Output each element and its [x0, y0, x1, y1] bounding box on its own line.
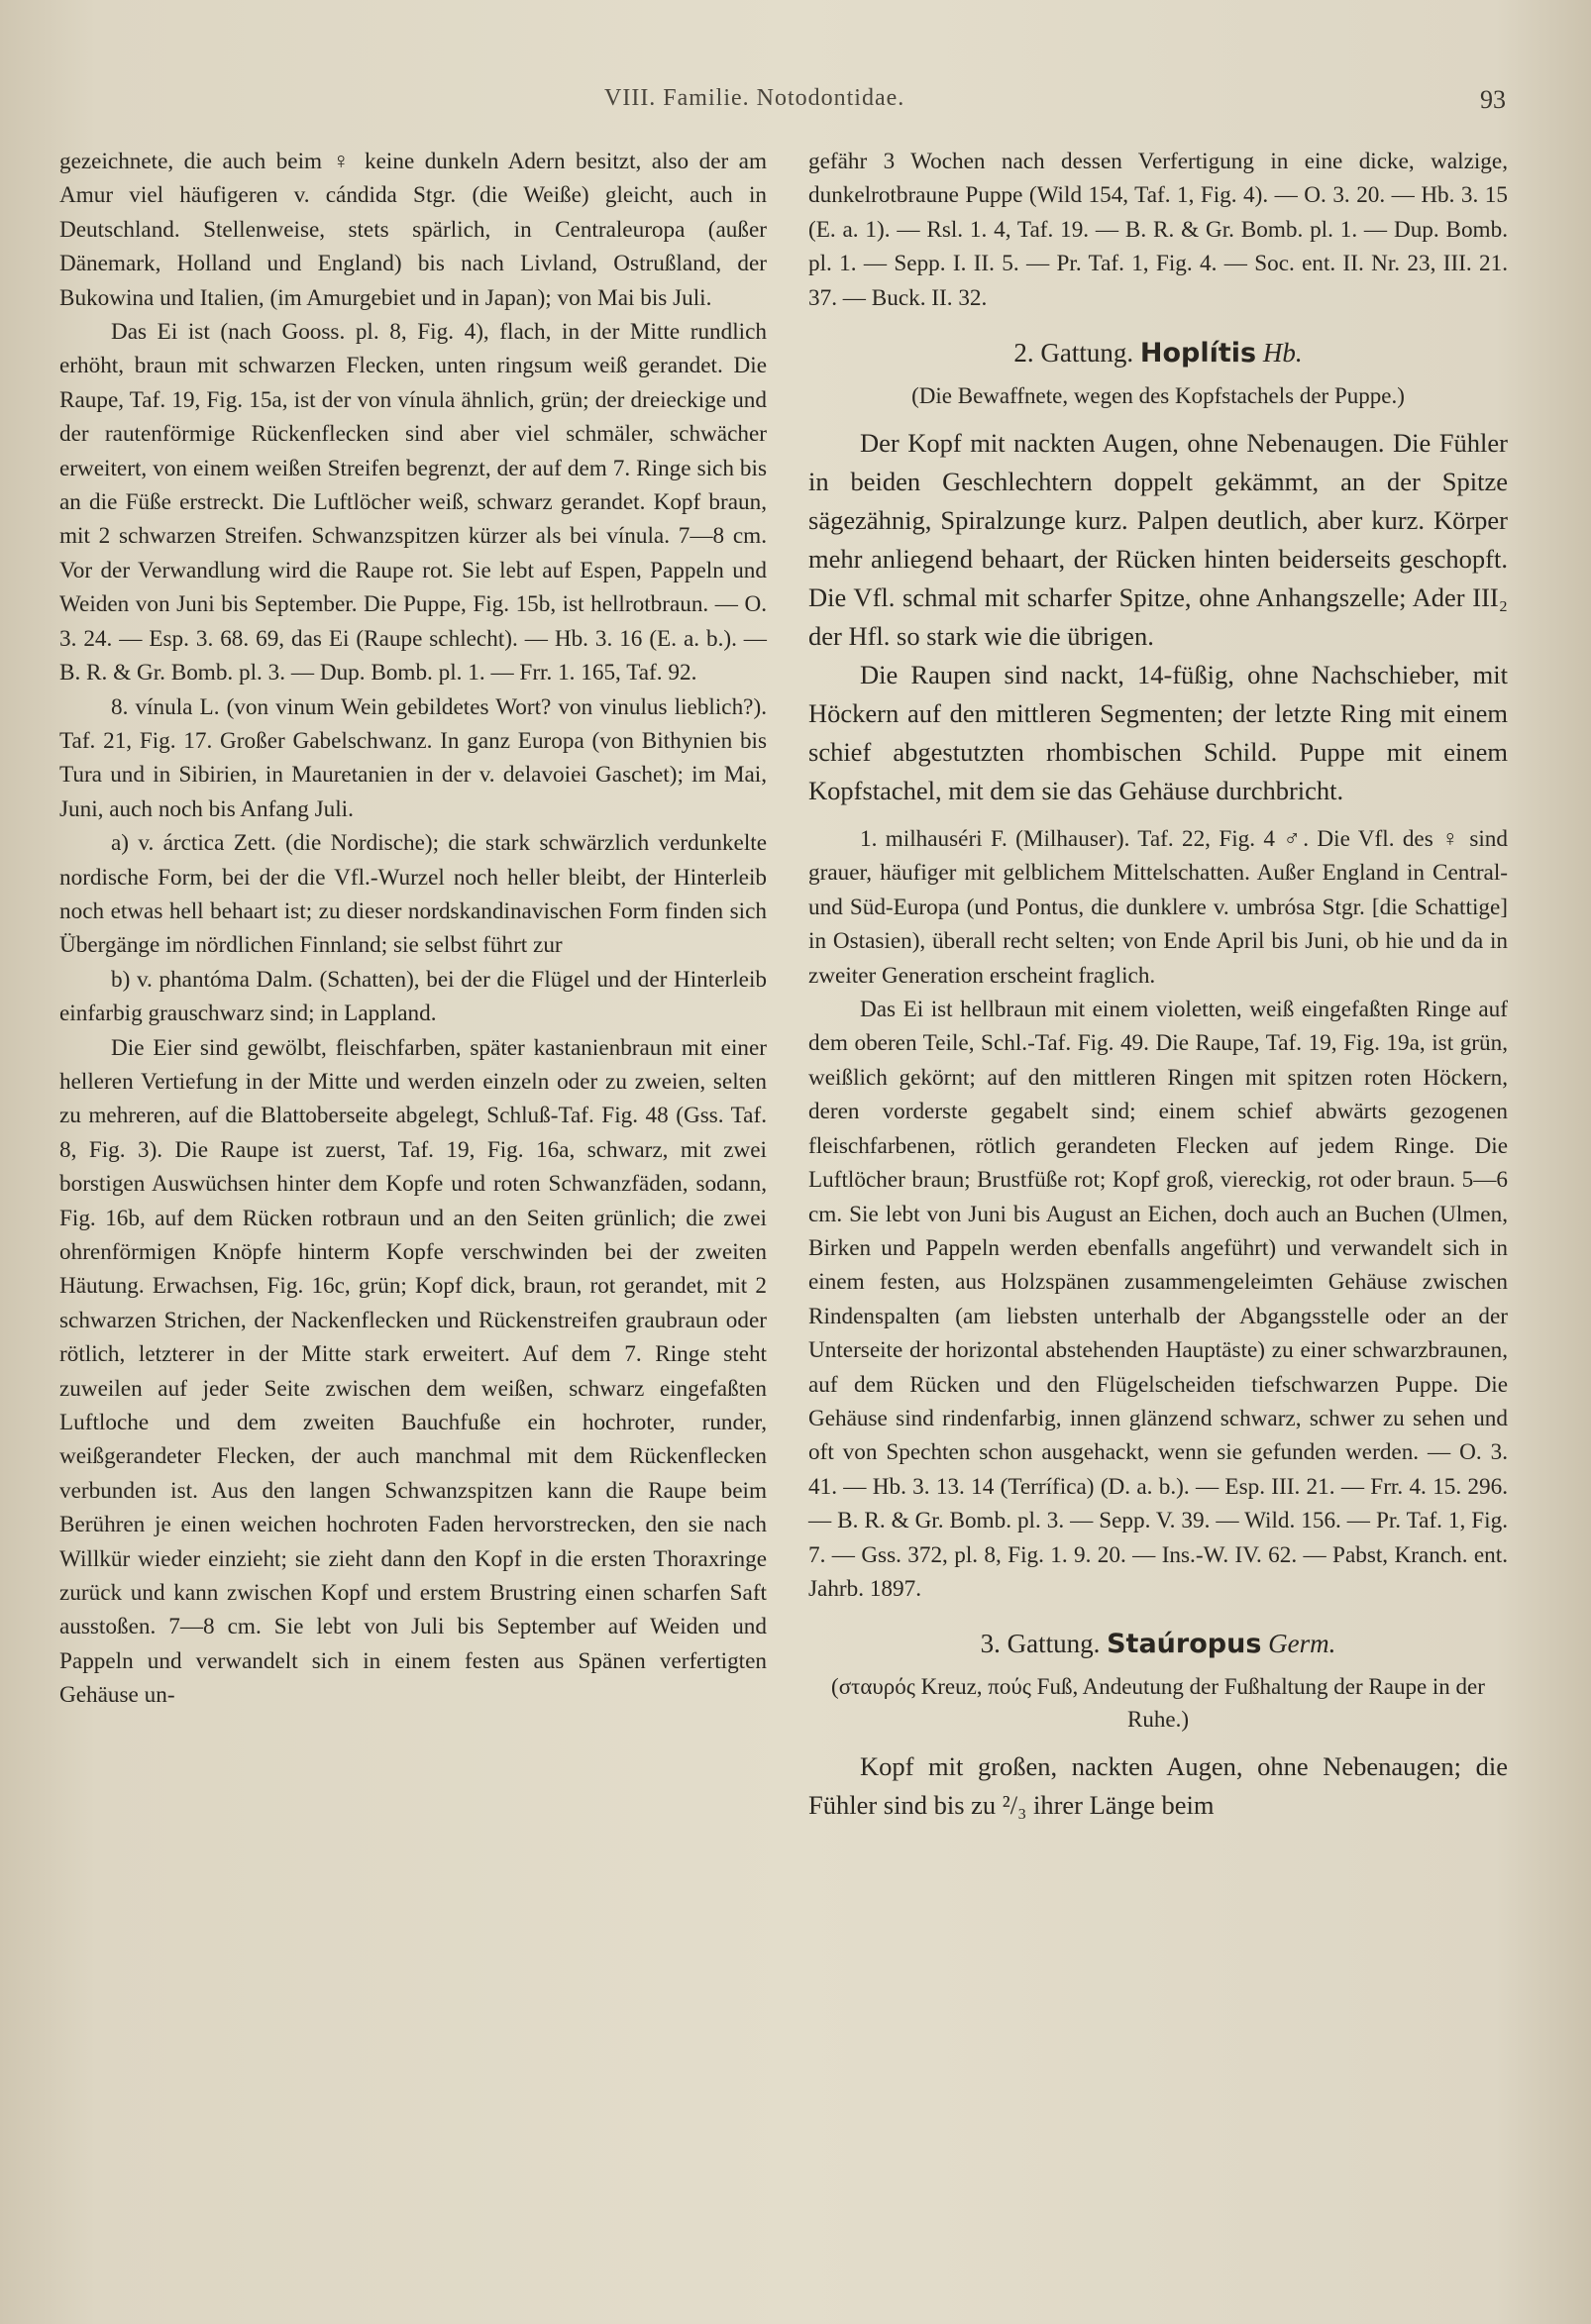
left-column: [59, 145, 767, 1713]
genus-author: Germ.: [1268, 1629, 1336, 1659]
genus-description: Die Raupen sind nackt, 14-füßig, ohne Nachschieber, mit Höckern auf den mittleren Segmenten; der letzte Ring mit einem schief abgestutzten rhombischen Schild. Puppe mit einem Kopfstachel, mit dem sie das Gehäuse durchbricht.: [808, 660, 1508, 806]
variety-phantoma: b) v. phantóma Dalm. (Schatten), bei der die Flügel und der Hinterleib einfarbig grauschwarz sind; in Lappland.: [59, 966, 767, 1027]
genus-prefix: 2. Gattung.: [1013, 338, 1134, 369]
genus-description: Der Kopf mit nackten Augen, ohne Nebenaugen. Die Fühler in beiden Geschlechtern doppelt gekämmt, an der Spitze sägezähnig, Spiralzunge kurz. Palpen deutlich, aber kurz. Körper mehr anliegend behaart, der Rücken hinten beiderseits geschopft. Die Vfl. schmal mit scharfer Spitze, ohne Anhangszelle; Ader III₂ der Hfl. so stark wie die übrigen.: [808, 428, 1508, 652]
variety-arctica: a) v. árctica Zett. (die Nordische); die stark schwärzlich verdunkelte nordische Form, bei der die Vfl.-Wurzel noch heller bleibt, der Hinterleib noch etwas hell behaart ist; zu dieser nordskandinavischen Form finden sich Übergänge im nördlichen Finnland; sie selbst führt zur: [59, 830, 767, 959]
genus-description: Kopf mit großen, nackten Augen, ohne Nebenaugen; die Fühler sind bis zu ²/₃ ihrer Länge beim: [808, 1751, 1508, 1821]
running-head: VIII. Familie. Notodontidae.: [604, 85, 905, 111]
paragraph: gezeichnete, die auch beim ♀ keine dunkeln Adern besitzt, also der am Amur viel häufigeren v. cándida Stgr. (die Weiße) gleicht, auch in Deutschland. Stellenweise, stets spärlich, in Centraleuropa (außer Dänemark, Holland und England) bis nach Livland, Ostrußland, der Bukowina und Italien, (im Amurgebiet und in Japan); von Mai bis Juli.: [59, 149, 767, 311]
genus-heading-stauropus: [808, 1626, 1508, 1662]
page-number: 93: [1480, 85, 1506, 114]
species-entry-milhauseri: 1. milhauséri F. (Milhauser). Taf. 22, Fig. 4 ♂. Die Vfl. des ♀ sind grauer, häufiger mit gelblichem Mittelschatten. Außer England in Central- und Süd-Europa (und Pontus, die dunklere v. umbrósa Stgr. [die Schattige] in Ostasien), überall recht selten; von Ende April bis Juni, ob hie und da in zweiter Generation erscheint fraglich.: [808, 826, 1508, 989]
genus-subtitle: (Die Bewaffnete, wegen des Kopfstachels der Puppe.): [911, 383, 1405, 409]
genus-subtitle: (σταυρός Kreuz, πούς Fuß, Andeutung der Fußhaltung der Raupe in der Ruhe.): [831, 1674, 1485, 1733]
genus-author: Hb.: [1262, 338, 1303, 369]
genus-prefix: 3. Gattung.: [980, 1629, 1101, 1659]
species-entry-vinula: 8. vínula L. (von vinum Wein gebildetes Wort? von vinulus lieblich?). Taf. 21, Fig. 17. Großer Gabelschwanz. In ganz Europa (von Bithynien bis Tura und in Sibirien, in Mauretanien in der v. delavoiei Gaschet); im Mai, Juni, auch noch bis Anfang Juli.: [59, 693, 767, 822]
paragraph: Das Ei ist (nach Gooss. pl. 8, Fig. 4), flach, in der Mitte rundlich erhöht, braun mit schwarzen Flecken, unten ringsum weiß gerandet. Die Raupe, Taf. 19, Fig. 15a, ist der von vínula ähnlich, grün; der dreieckige und der rautenförmige Rückenflecken sind aber viel schmäler, schwächer erweitert, von einem weißen Streifen begrenzt, der auf dem 7. Ringe sich bis an die Füße erstreckt. Die Luftlöcher weiß, schwarz gerandet. Kopf braun, mit 2 schwarzen Streifen. Schwanzspitzen kürzer als bei vínula. 7—8 cm. Vor der Verwandlung wird die Raupe rot. Sie lebt auf Espen, Pappeln und Weiden von Juni bis September. Die Puppe, Fig. 15b, ist hellrotbraun. — O. 3. 24. — Esp. 3. 68. 69, das Ei (Raupe schlecht). — Hb. 3. 16 (E. a. b.). — B. R. & Gr. Bomb. pl. 3. — Dup. Bomb. pl. 1. — Frr. 1. 165, Taf. 92.: [59, 319, 767, 687]
right-column: [808, 145, 1508, 1825]
paragraph: Das Ei ist hellbraun mit einem violetten, weiß eingefaßten Ringe auf dem oberen Teile, Schl.-Taf. Fig. 49. Die Raupe, Taf. 19, Fig. 19a, ist grün, weißlich gekörnt; auf den mittleren Ringen mit spitzen roten Höckern, deren vorderste gegabelt sind; einem schief abwärts gezogenen fleischfarbenen, rötlich gerandeten Flecken auf jedem Ringe. Die Luftlöcher braun; Brustfüße rot; Kopf groß, viereckig, rot oder braun. 5—6 cm. Sie lebt von Juni bis August an Eichen, doch auch an Buchen (Ulmen, Birken und Pappeln werden ebenfalls angeführt) und verwandelt sich in einem festen, aus Holzspänen zusammengeleimten Gehäuse zwischen Rindenspalten (am liebsten unterhalb der Abgangsstelle oder an der Unterseite der horizontal abstehenden Hauptäste) zu einer schwarzbraunen, auf dem Rücken und den Flügelscheiden tiefschwarzen Puppe. Die Gehäuse sind rindenfarbig, innen glänzend schwarz, schwer zu sehen und oft von Spechten schon ausgehackt, wenn sie gefunden werden. — O. 3. 41. — Hb. 3. 13. 14 (Terrífica) (D. a. b.). — Esp. III. 21. — Frr. 4. 15. 296. — B. R. & Gr. Bomb. pl. 3. — Sepp. V. 39. — Wild. 156. — Pr. Taf. 1, Fig. 7. — Gss. 372, pl. 8, Fig. 1. 9. 20. — Ins.-W. IV. 62. — Pabst, Kranch. ent. Jahrb. 1897.: [808, 997, 1508, 1602]
paragraph: gefähr 3 Wochen nach dessen Verfertigung in eine dicke, walzige, dunkelrotbraune Puppe (Wild 154, Taf. 1, Fig. 4). — O. 3. 20. — Hb. 3. 15 (E. a. 1). — Rsl. 1. 4, Taf. 19. — B. R. & Gr. Bomb. pl. 1. — Dup. Bomb. pl. 1. — Sepp. I. II. 5. — Pr. Taf. 1, Fig. 4. — Soc. ent. II. Nr. 23, III. 21. 37. — Buck. II. 32.: [808, 149, 1508, 311]
genus-name: Hoplítis: [1139, 338, 1257, 370]
page-header: [0, 85, 1591, 125]
genus-name: Staúropus: [1107, 1629, 1262, 1660]
genus-heading-hoplitis: [808, 335, 1508, 371]
paragraph: Die Eier sind gewölbt, fleischfarben, später kastanienbraun mit einer helleren Vertiefung in der Mitte und werden einzeln oder zu zweien, selten zu mehreren, auf die Blattoberseite abgelegt, Schluß-Taf. Fig. 48 (Gss. Taf. 8, Fig. 3). Die Raupe ist zuerst, Taf. 19, Fig. 16a, schwarz, mit zwei borstigen Auswüchsen hinter dem Kopfe und roten Schwanzfäden, sodann, Fig. 16b, auf dem Rücken rotbraun und an den Seiten grünlich; die zwei ohrenförmigen Knöpfe hinterm Kopfe verschwinden bei der zweiten Häutung. Erwachsen, Fig. 16c, grün; Kopf dick, braun, rot gerandet, mit 2 schwarzen Strichen, der Nackenflecken und Rückenstreifen graubraun oder rötlich, letzterer in der Mitte stark erweitert. Auf dem 7. Ringe steht zuweilen auf jeder Seite zwischen dem weißen, schwarz eingefaßten Luftloche und dem zweiten Bauchfuße ein hochroter, runder, weißgerandeter Flecken, der auch manchmal mit dem Rückenflecken verbunden ist. Aus den langen Schwanzspitzen kann die Raupe beim Berühren je einen weichen hochroten Faden hervorstrecken, den sie nach Willkür wieder einzieht; sie zieht dann den Kopf in die ersten Thoraxringe zurück und kann zwischen Kopf und erstem Brustring einen scharfen Saft ausstoßen. 7—8 cm. Sie lebt von Juli bis September auf Weiden und Pappeln und verwandelt sich in einem festen aus Spänen verfertigten Gehäuse un-: [59, 1034, 767, 1709]
